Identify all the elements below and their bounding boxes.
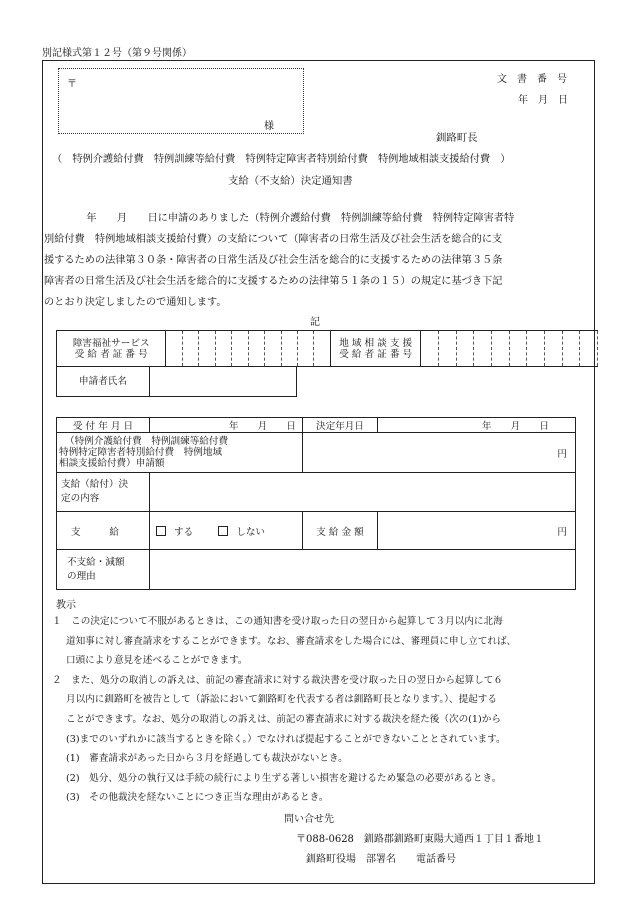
note-line: (3) その他裁決を経ないことにつき正当な理由があるとき。 xyxy=(66,792,329,804)
decision-date-label: 決定年月日 xyxy=(303,418,378,433)
chiiki-digit-cell[interactable] xyxy=(439,331,457,367)
service-number-label: 障害福祉サービス 受 給 者 証 番 号 xyxy=(57,331,166,367)
ki-label: 記 xyxy=(310,317,320,328)
sama-label: 様 xyxy=(264,121,274,132)
application-amount-label: （特例介護給付費 特例訓練等給付費 特例特定障害者特別給付費 特例地域 相談支援給付費）申請額 xyxy=(57,433,303,473)
address-box xyxy=(58,68,304,134)
service-digit-cell[interactable] xyxy=(166,331,182,367)
receipt-date-field[interactable]: 年 月 日 xyxy=(150,418,303,433)
note-line: １ この決定について不服があるときは、この通知書を受け取った日の翌日から起算して３月以内に北海 xyxy=(52,616,503,627)
body-paragraph xyxy=(44,208,590,313)
chiiki-digit-cell[interactable] xyxy=(421,331,439,367)
notes-header: 教示 xyxy=(56,600,76,611)
chiiki-digit-cell[interactable] xyxy=(544,331,562,367)
body-line: 別給付費 特例地域相談支援給付費）の支給について（障害者の日常生活及び社会生活を総合的に支 xyxy=(44,234,503,245)
document-title: 支給（不支給）決定通知書 xyxy=(228,175,353,187)
chiiki-digit-cell[interactable] xyxy=(492,331,510,367)
title-benefits: （ 特例介護給付費 特例訓練等給付費 特例特定障害者特別給付費 特例地域相談支援給付費 ） xyxy=(52,154,511,165)
content-label: 支給（給付）決 定の内容 xyxy=(57,473,150,512)
shikyu-label: 支 給 xyxy=(57,512,150,550)
payment-amount-field[interactable]: 円 xyxy=(378,512,576,550)
note-line: 道知事に対し審査請求をすることができます。なお、審査請求をした場合には、審理員に申し立てれば、 xyxy=(66,635,517,647)
issue-date: 年 月 日 xyxy=(518,95,568,106)
service-digit-cell[interactable] xyxy=(298,331,314,367)
chiiki-digit-cell[interactable] xyxy=(527,331,545,367)
application-amount-field[interactable]: 円 xyxy=(303,433,576,473)
form-number: 別記様式第１２号（第９号関係） xyxy=(42,48,192,59)
contact-address: 〒088-0628 釧路郡釧路町東陽大通西１丁目１番地１ xyxy=(296,834,544,845)
applicant-table xyxy=(56,366,297,397)
contact-title: 問い合せ先 xyxy=(284,814,334,825)
note-line: 月以内に釧路町を被告として（訴訟において釧路町を代表する者は釧路町長となります。）、提起する xyxy=(66,694,497,706)
receipt-date-label: 受 付 年 月 日 xyxy=(57,418,150,433)
applicant-name-label: 申請者氏名 xyxy=(57,367,150,397)
chiiki-digit-cell[interactable] xyxy=(474,331,492,367)
service-digit-cell[interactable] xyxy=(215,331,231,367)
postal-mark: 〒 xyxy=(67,79,77,90)
doc-number: 文 書 番 号 xyxy=(497,74,567,85)
service-digit-cell[interactable] xyxy=(281,331,297,367)
chiiki-number-label: 地 域 相 談 支 援 受 給 者 証 番 号 xyxy=(330,331,421,367)
content-field[interactable] xyxy=(150,473,576,512)
suru-checkbox[interactable] xyxy=(156,526,166,536)
note-line: (2) 処分、処分の執行又は手続の続行により生ずる著しい損害を避けるため緊急の必要があるとき。 xyxy=(66,772,502,784)
service-digit-cell[interactable] xyxy=(265,331,281,367)
id-table xyxy=(56,330,598,367)
service-digit-cell[interactable] xyxy=(199,331,215,367)
service-digit-cell[interactable] xyxy=(248,331,264,367)
note-line: ことができます。なお、処分の取消しの訴えは、前記の審査請求に対する裁決を経た後（次の(1)から xyxy=(66,713,501,725)
chiiki-digit-cell[interactable] xyxy=(562,331,580,367)
note-line: (1) 審査請求があった日から３月を経過しても裁決がないとき。 xyxy=(66,753,348,765)
shikyu-options xyxy=(150,512,303,550)
body-line: 年 月 日に申請のありました（特例介護給付費 特例訓練等給付費 特例特定障害者特 xyxy=(66,213,515,224)
decision-table xyxy=(56,417,576,590)
chiiki-digit-cell[interactable] xyxy=(580,331,598,367)
service-digit-cell[interactable] xyxy=(232,331,248,367)
chiiki-digit-cell[interactable] xyxy=(509,331,527,367)
contact-office: 釧路町役場 部署名 電話番号 xyxy=(306,854,456,865)
applicant-name-field[interactable] xyxy=(150,367,297,397)
service-digit-cell[interactable] xyxy=(314,331,330,367)
notes-section xyxy=(44,612,592,808)
chiiki-digit-cell[interactable] xyxy=(456,331,474,367)
shinai-checkbox[interactable] xyxy=(218,526,228,536)
body-line: 援するための法律第３０条・障害者の日常生活及び社会生活を総合的に支援するための法律第３５条 xyxy=(44,255,503,266)
reason-label: 不支給・減額 の理由 xyxy=(57,550,150,590)
body-line: のとおり決定しましたので通知します。 xyxy=(44,297,227,308)
reason-field[interactable] xyxy=(150,550,576,590)
shinai-label: しない xyxy=(236,526,266,538)
note-line: 口頭により意見を述べることができます。 xyxy=(66,655,248,667)
issuer: 釧路町長 xyxy=(436,132,478,144)
body-line: 障害者の日常生活及び社会生活を総合的に支援するための法律第５１条の１５）の規定に基づき下記 xyxy=(44,276,503,287)
note-line: ２ また、処分の取消しの訴えは、前記の審査請求に対する裁決書を受け取った日の翌日から起算して６ xyxy=(52,674,503,686)
suru-label: する xyxy=(174,526,194,538)
service-digit-cell[interactable] xyxy=(182,331,198,367)
payment-amount-label: 支 給 金 額 xyxy=(303,512,378,550)
note-line: (3)までのいずれかに該当するときを除く。）でなければ提起することができないこととされています。 xyxy=(66,733,506,745)
decision-date-field[interactable]: 年 月 日 xyxy=(378,418,576,433)
